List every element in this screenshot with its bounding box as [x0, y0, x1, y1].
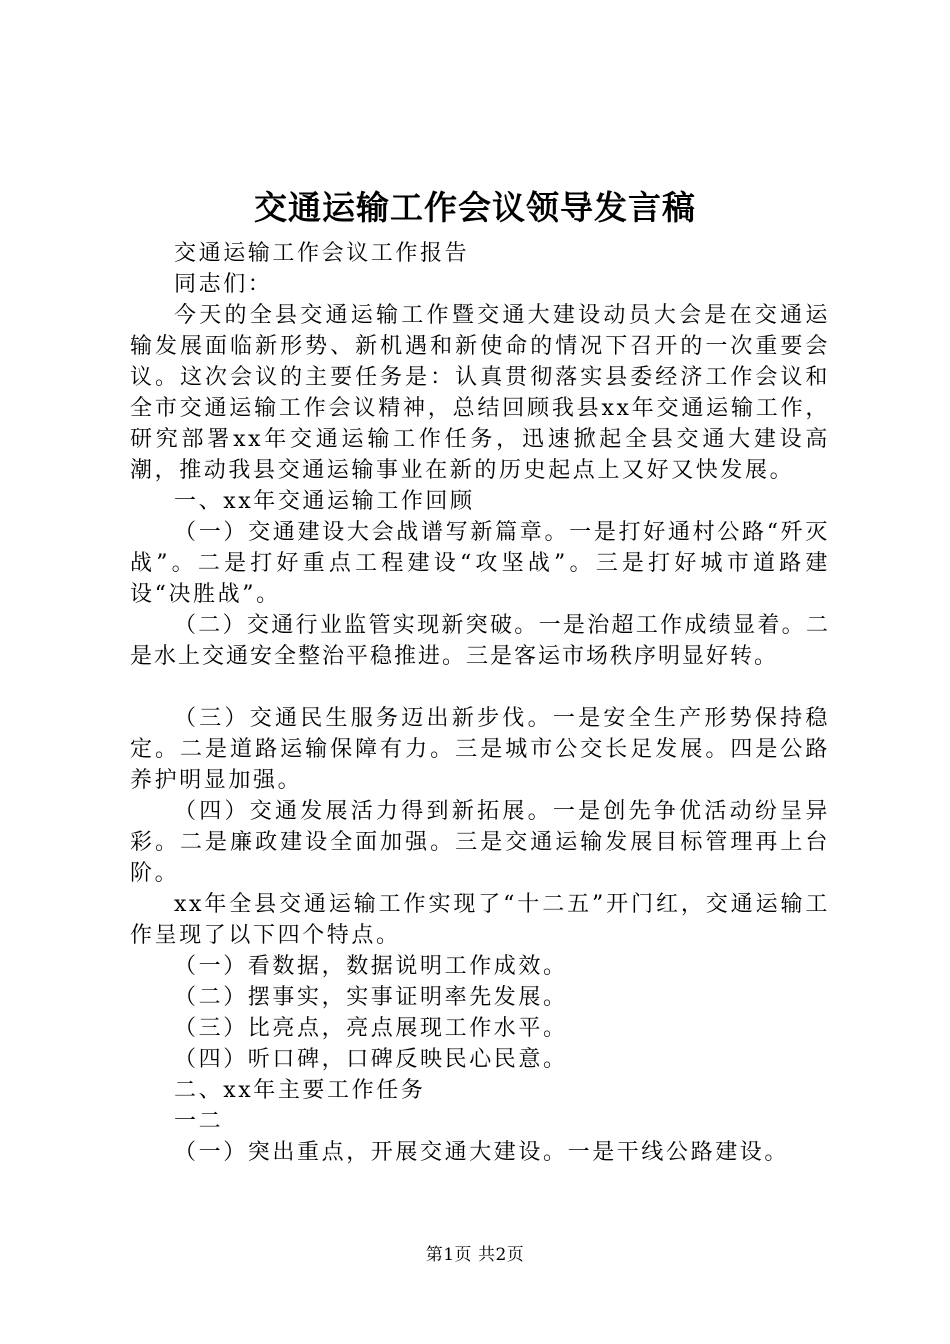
feature-item-4: （四）听口碑，口碑反映民心民意。 [174, 1047, 568, 1072]
section-marker: 一二 [174, 1109, 224, 1134]
summary-paragraph: xx年全县交通运输工作实现了“十二五”开门红，交通运输工作呈现了以下四个特点。 [130, 892, 830, 948]
review-item-3: （三）交通民生服务迈出新步伐。一是安全生产形势保持稳定。二是道路运输保障有力。三是城市公交长足发展。四是公路养护明显加强。 [130, 706, 830, 793]
page-footer: 第1页 共2页 [425, 1245, 525, 1265]
task-item-1: （一）突出重点，开展交通大建设。一是干线公路建设。 [174, 1140, 790, 1165]
review-item-1: （一）交通建设大会战谱写新篇章。一是打好通村公路“歼灭战”。二是打好重点工程建设“攻坚战”。三是打好城市道路建设“决胜战”。 [130, 520, 830, 607]
feature-item-2: （二）摆事实，实事证明率先发展。 [174, 985, 568, 1010]
intro-paragraph: 今天的全县交通运输工作暨交通大建设动员大会是在交通运输发展面临新形势、新机遇和新使命的情况下召开的一次重要会议。这次会议的主要任务是：认真贯彻落实县委经济工作会议和全市交通运输工作会议精神，总结回顾我县xx年交通运输工作，研究部署xx年交通运输工作任务，迅速掀起全县交通大建设高潮，推动我县交通运输事业在新的历史起点上又好又快发展。 [130, 303, 830, 483]
review-item-2: （二）交通行业监管实现新突破。一是治超工作成绩显着。二是水上交通安全整治平稳推进。三是客运市场秩序明显好转。 [130, 613, 830, 669]
document-body [130, 238, 830, 1168]
document-title: 交通运输工作会议领导发言稿 [254, 188, 696, 227]
section-heading-tasks: 二、xx年主要工作任务 [174, 1078, 426, 1103]
report-subtitle: 交通运输工作会议工作报告 [174, 241, 470, 266]
salutation: 同志们： [174, 272, 273, 297]
feature-item-3: （三）比亮点，亮点展现工作水平。 [174, 1016, 568, 1041]
feature-item-1: （一）看数据，数据说明工作成效。 [174, 954, 568, 979]
section-heading-review: 一、xx年交通运输工作回顾 [174, 489, 475, 514]
review-item-4: （四）交通发展活力得到新拓展。一是创先争优活动纷呈异彩。二是廉政建设全面加强。三是交通运输发展目标管理再上台阶。 [130, 799, 830, 886]
